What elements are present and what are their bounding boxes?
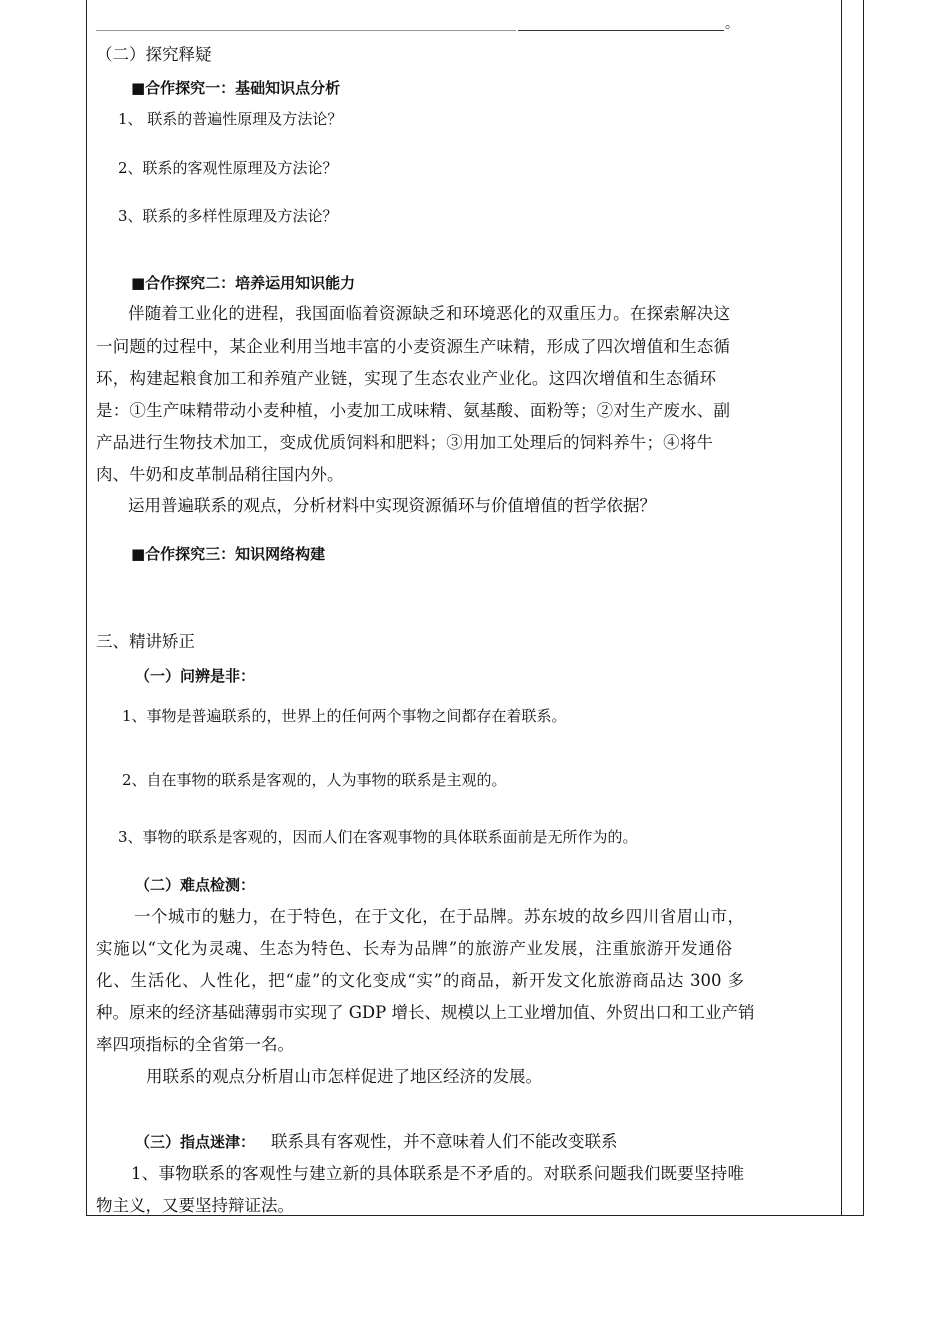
- explore-two-material-line: 肉、牛奶和皮革制品稍往国内外。: [96, 465, 344, 484]
- content-table: [86, 0, 864, 1216]
- difficulty-title: （二）难点检测：: [135, 876, 256, 894]
- explore-three-title: ■合作探究三：知识网络构建: [131, 545, 326, 563]
- explore-two-question: 运用普遍联系的观点，分析材料中实现资源循环与价值增值的哲学依据？: [128, 496, 656, 515]
- explore-two-material-line: 是：①生产味精带动小麦种植，小麦加工成味精、氨基酸、面粉等；②对生产废水、副: [96, 401, 730, 420]
- explore-one-question-2: 2、联系的客观性原理及方法论？: [118, 159, 338, 177]
- difficulty-material-line: 率四项指标的全省第一名。: [96, 1035, 294, 1054]
- explore-one-title: ■合作探究一：基础知识点分析: [131, 79, 341, 97]
- explore-two-material-line: 伴随着工业化的进程，我国面临着资源缺乏和环境恶化的双重压力。在探索解决这: [128, 304, 730, 323]
- guidance-line: 1、事物联系的客观性与建立新的具体联系是不矛盾的。对联系问题我们既要坚持唯: [131, 1164, 744, 1183]
- explore-two-material-line: 产品进行生物技术加工，变成优质饲料和肥料；③用加工处理后的饲料养牛；④将牛: [96, 433, 713, 452]
- difficulty-material-line: 一个城市的魅力，在于特色，在于文化，在于品牌。苏东坡的故乡四川省眉山市，: [134, 907, 744, 926]
- explore-two-material-line: 环，构建起粮食加工和养殖产业链，实现了生态农业产业化。这四次增值和生态循环: [96, 369, 716, 388]
- judge-title: （一）问辨是非：: [135, 667, 256, 685]
- explore-two-material-line: 一问题的过程中，某企业利用当地丰富的小麦资源生产味精，形成了四次增值和生态循: [96, 337, 730, 356]
- column-divider: [841, 0, 842, 1216]
- explore-two-title: ■合作探究二：培养运用知识能力: [131, 274, 356, 292]
- section-heading-explore: （二）探究释疑: [96, 45, 212, 64]
- difficulty-question: 用联系的观点分析眉山市怎样促进了地区经济的发展。: [146, 1067, 542, 1086]
- explore-one-question-3: 3、联系的多样性原理及方法论？: [118, 207, 338, 225]
- judge-statement-3: 3、事物的联系是客观的，因而人们在客观事物的具体联系面前是无所作为的。: [118, 828, 638, 846]
- difficulty-material-line: 种。原来的经济基础薄弱市实现了 GDP 增长、规模以上工业增加值、外贸出口和工业产销: [96, 1003, 755, 1022]
- guidance-line: 物主义，又要坚持辩证法。: [96, 1196, 294, 1215]
- answer-line-period: 。: [725, 16, 739, 32]
- explore-one-question-1: 1、 联系的普遍性原理及方法论？: [118, 110, 343, 128]
- guidance-title: （三）指点迷津：: [135, 1133, 256, 1151]
- answer-line-left: [96, 30, 516, 31]
- difficulty-material-line: 实施以“文化为灵魂、生态为特色、长寿为品牌”的旅游产业发展，注重旅游开发通俗: [96, 939, 732, 958]
- section-heading-correction: 三、精讲矫正: [96, 632, 195, 651]
- guidance-note: 联系具有客观性，并不意味着人们不能改变联系: [271, 1132, 618, 1151]
- answer-line-right: [518, 30, 724, 31]
- judge-statement-1: 1、事物是普遍联系的，世界上的任何两个事物之间都存在着联系。: [122, 707, 567, 725]
- judge-statement-2: 2、自在事物的联系是客观的，人为事物的联系是主观的。: [122, 771, 507, 789]
- difficulty-material-line: 化、生活化、人性化，把“虚”的文化变成“实”的商品，新开发文化旅游商品达 300 多: [96, 971, 744, 990]
